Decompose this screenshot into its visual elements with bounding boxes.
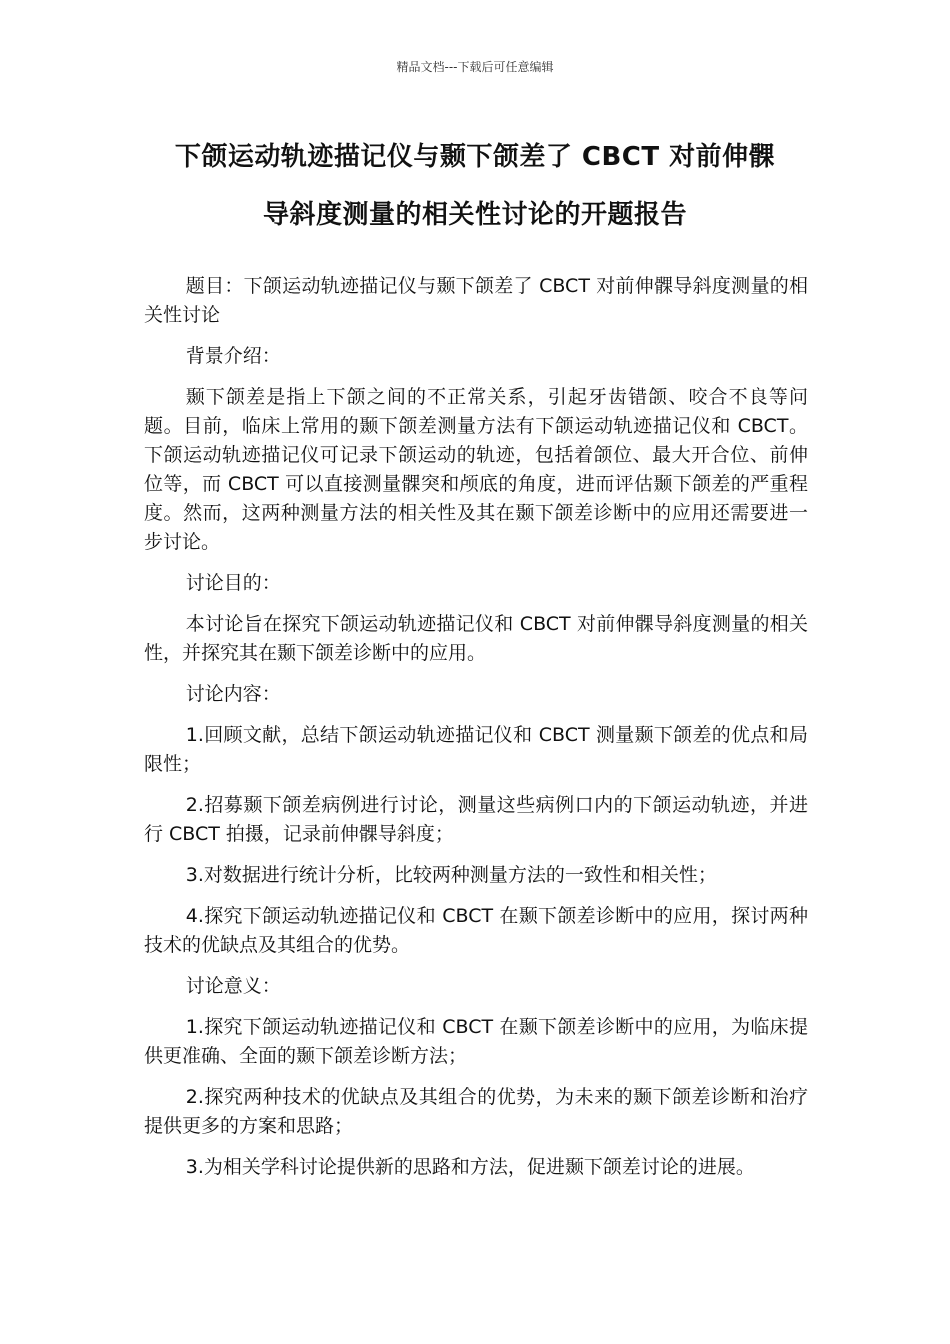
purpose-paragraph: 本讨论旨在探究下颌运动轨迹描记仪和 CBCT 对前伸髁导斜度测量的相关性，并探究其在颞下颌差诊断中的应用。 — [144, 613, 808, 664]
title-line-1: 下颌运动轨迹描记仪与颞下颌差了 CBCT 对前伸髁 — [174, 142, 776, 172]
significance-item-1: 1.探究下颌运动轨迹描记仪和 CBCT 在颞下颌差诊断中的应用，为临床提供更准确、全面的颞下颌差诊断方法； — [144, 1016, 808, 1067]
significance-item-3: 3.为相关学科讨论提供新的思路和方法，促进颞下颌差讨论的进展。 — [185, 1156, 755, 1178]
significance-heading: 讨论意义： — [185, 975, 281, 997]
header-note: 精品文档---下载后可任意编辑 — [396, 60, 554, 74]
significance-item-2: 2.探究两种技术的优缺点及其组合的优势，为未来的颞下颌差诊断和治疗提供更多的方案和思路； — [144, 1086, 808, 1137]
background-paragraph: 颞下颌差是指上下颌之间的不正常关系，引起牙齿错颌、咬合不良等问题。目前，临床上常用的颞下颌差测量方法有下颌运动轨迹描记仪和 CBCT。下颌运动轨迹描记仪可记录下颌运动的轨迹，包括着颌位、最大开合位、前伸位等，而 CBCT 可以直接测量髁突和颅底的角度，进而评估颞下颌差的严重程度。然而，这两种测量方法的相关性及其在颞下颌差诊断中的应用还需要进一步讨论。 — [144, 386, 808, 553]
document-body — [144, 272, 808, 1194]
content-item-1: 1.回顾文献，总结下颌运动轨迹描记仪和 CBCT 测量颞下颌差的优点和局限性； — [144, 724, 808, 775]
content-item-3: 3.对数据进行统计分析，比较两种测量方法的一致性和相关性； — [185, 864, 717, 886]
content-item-2: 2.招募颞下颌差病例进行讨论，测量这些病例口内的下颌运动轨迹，并进行 CBCT 拍摄，记录前伸髁导斜度； — [144, 794, 808, 845]
background-heading: 背景介绍： — [185, 345, 281, 367]
title-line-2: 导斜度测量的相关性讨论的开题报告 — [262, 200, 687, 230]
content-heading: 讨论内容： — [185, 683, 281, 705]
content-item-4: 4.探究下颌运动轨迹描记仪和 CBCT 在颞下颌差诊断中的应用，探讨两种技术的优缺点及其组合的优势。 — [144, 905, 808, 956]
topic-paragraph: 题目：下颌运动轨迹描记仪与颞下颌差了 CBCT 对前伸髁导斜度测量的相关性讨论 — [144, 275, 808, 326]
document-title — [140, 128, 810, 244]
purpose-heading: 讨论目的： — [185, 572, 281, 594]
